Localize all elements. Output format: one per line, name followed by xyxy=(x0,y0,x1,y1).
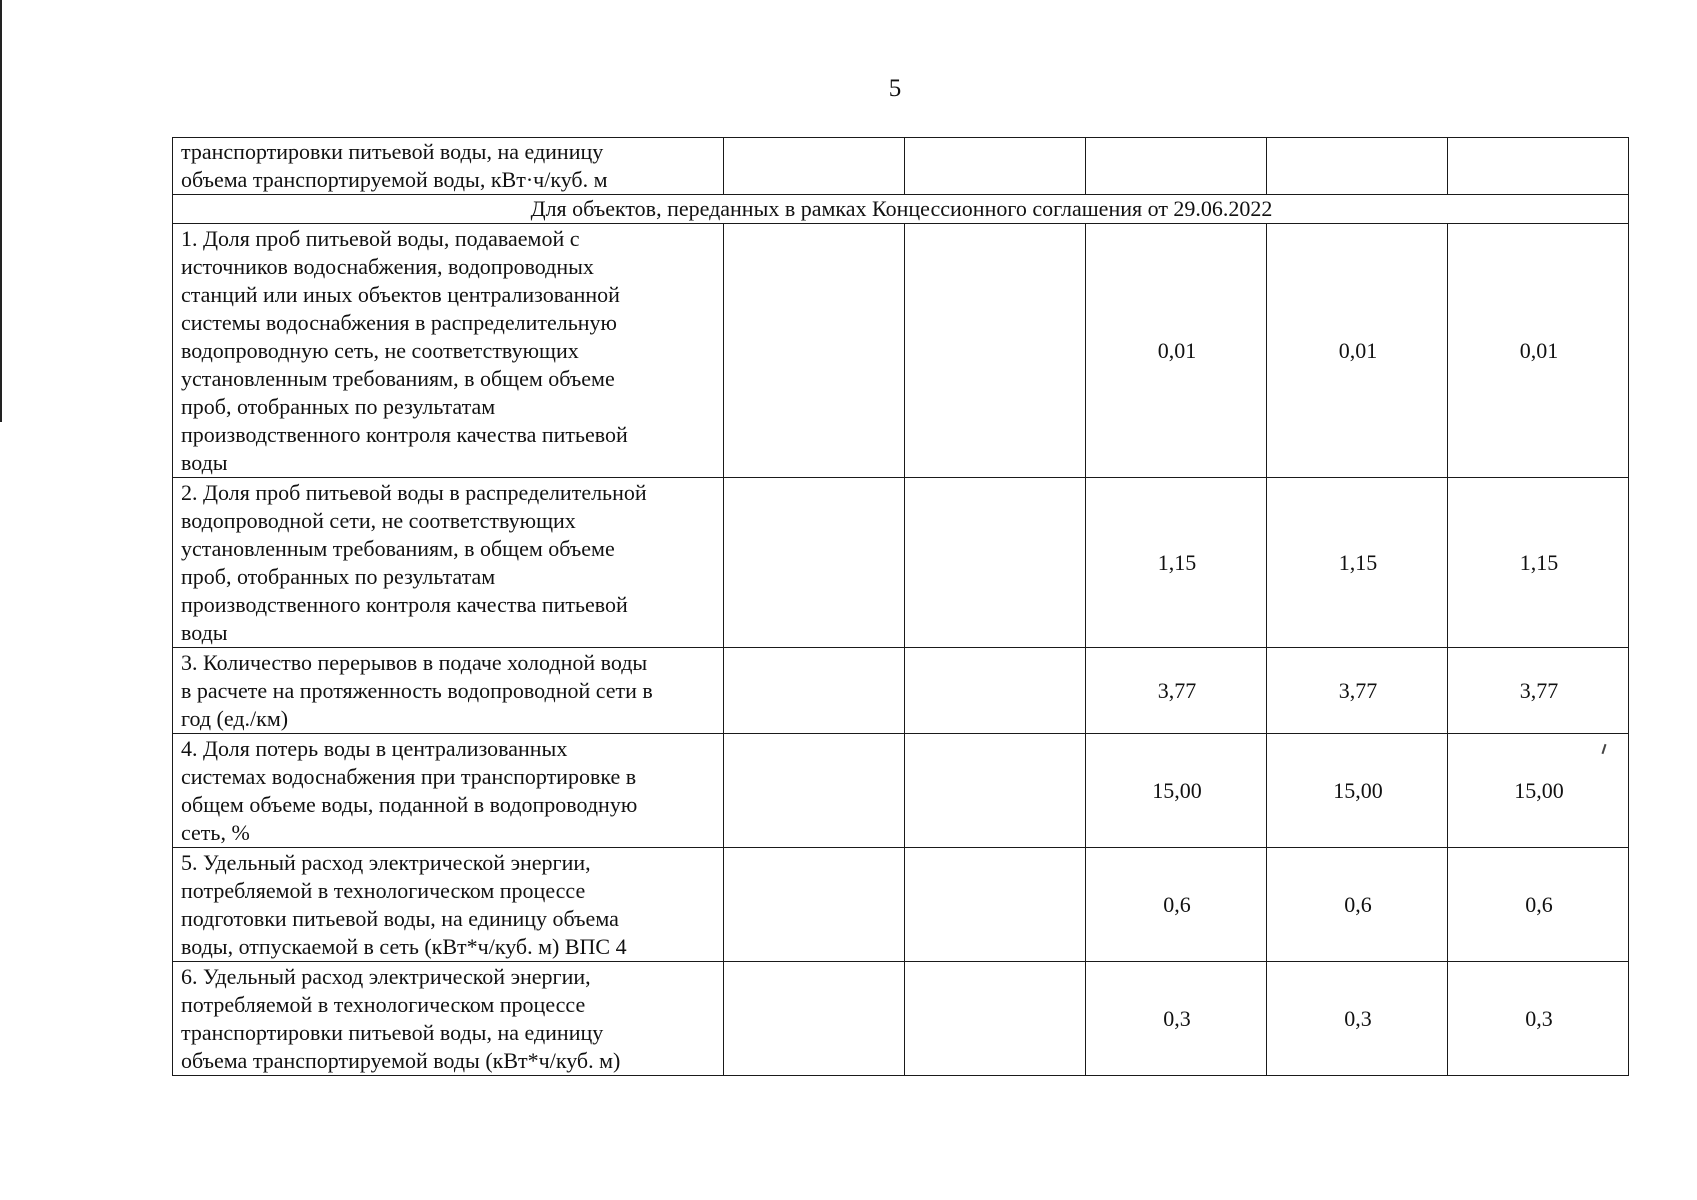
value-cell xyxy=(1267,138,1448,195)
value-cell: 3,77 xyxy=(1448,648,1629,734)
value-cell xyxy=(1086,138,1267,195)
value-cell xyxy=(905,648,1086,734)
value-cell: 15,00 xyxy=(1448,734,1629,848)
row-label: 2. Доля проб питьевой воды в распределительной водопроводной сети, не соответствующих установленным требованиям, в общем объеме проб, отобранных по результатам производственного контроля качества питьевой воды xyxy=(173,478,724,648)
table-row-indicator-6 xyxy=(173,962,1629,1076)
value-cell: 1,15 xyxy=(1448,478,1629,648)
value-cell: 0,01 xyxy=(1267,224,1448,478)
value-cell: 15,00 xyxy=(1086,734,1267,848)
row-label: 5. Удельный расход электрической энергии, потребляемой в технологическом процессе подготовки питьевой воды, на единицу объема воды, отпускаемой в сеть (кВт*ч/куб. м) ВПС 4 xyxy=(173,848,724,962)
row-label: 6. Удельный расход электрической энергии, потребляемой в технологическом процессе транспортировки питьевой воды, на единицу объема транспортируемой воды (кВт*ч/куб. м) xyxy=(173,962,724,1076)
value-cell: 0,3 xyxy=(1448,962,1629,1076)
table-row-indicator-1 xyxy=(173,224,1629,478)
value-cell: 0,6 xyxy=(1448,848,1629,962)
value-cell xyxy=(724,224,905,478)
page-number: 5 xyxy=(888,75,902,102)
value-cell xyxy=(905,224,1086,478)
value-cell: 0,01 xyxy=(1448,224,1629,478)
value-cell: 0,6 xyxy=(1086,848,1267,962)
value-cell: 0,6 xyxy=(1267,848,1448,962)
table-row-indicator-5 xyxy=(173,848,1629,962)
value-cell: 1,15 xyxy=(1086,478,1267,648)
section-heading-row xyxy=(173,195,1629,224)
table-row-indicator-4 xyxy=(173,734,1629,848)
value-cell xyxy=(905,138,1086,195)
value-cell: 0,01 xyxy=(1086,224,1267,478)
row-label: 1. Доля проб питьевой воды, подаваемой с источников водоснабжения, водопроводных станций или иных объектов централизованной системы водоснабжения в распределительную водопроводную сеть, не соответствующих установленным требованиям, в общем объеме проб, отобранных по результатам производственного контроля качества питьевой воды xyxy=(173,224,724,478)
value-cell xyxy=(724,734,905,848)
value-cell xyxy=(905,734,1086,848)
value-cell: 15,00 xyxy=(1267,734,1448,848)
value-cell xyxy=(724,962,905,1076)
value-cell xyxy=(724,848,905,962)
value-cell xyxy=(724,478,905,648)
row-label: 3. Количество перерывов в подаче холодной воды в расчете на протяженность водопроводной сети в год (ед./км) xyxy=(173,648,724,734)
value-cell: 3,77 xyxy=(1267,648,1448,734)
value-cell: 0,3 xyxy=(1267,962,1448,1076)
value-cell xyxy=(724,648,905,734)
value-cell xyxy=(905,848,1086,962)
value-cell: 1,15 xyxy=(1267,478,1448,648)
value-cell: 0,3 xyxy=(1086,962,1267,1076)
scan-edge-line xyxy=(0,0,2,422)
value-cell xyxy=(905,962,1086,1076)
row-label: транспортировки питьевой воды, на единицу объема транспортируемой воды, кВт·ч/куб. м xyxy=(173,138,724,195)
indicator-table xyxy=(172,137,1629,1076)
table-row-indicator-3 xyxy=(173,648,1629,734)
value-cell xyxy=(905,478,1086,648)
section-heading: Для объектов, переданных в рамках Концессионного соглашения от 29.06.2022 xyxy=(173,195,1629,224)
value-cell xyxy=(1448,138,1629,195)
row-label: 4. Доля потерь воды в централизованных системах водоснабжения при транспортировке в общем объеме воды, поданной в водопроводную сеть, % xyxy=(173,734,724,848)
table-row-continuation xyxy=(173,138,1629,195)
table-row-indicator-2 xyxy=(173,478,1629,648)
value-cell xyxy=(724,138,905,195)
value-cell: 3,77 xyxy=(1086,648,1267,734)
